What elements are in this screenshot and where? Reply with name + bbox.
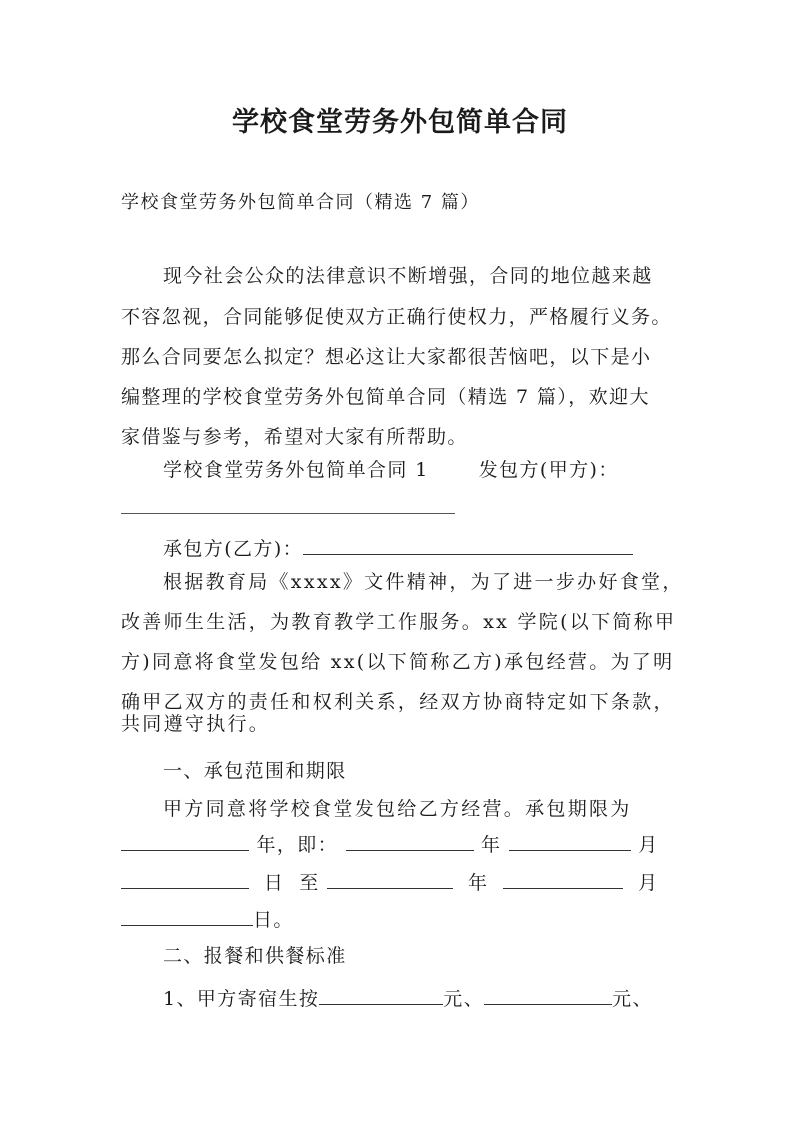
start-year-blank (121, 832, 249, 851)
fee-blank-1 (319, 986, 443, 1005)
end-year-blank (327, 870, 453, 889)
intro-line: 家借鉴与参考，希望对大家有所帮助。 (121, 426, 468, 448)
contract-heading-line (163, 458, 723, 482)
preamble-line: 改善师生生活，为教育教学工作服务。xx 学院(以下简称甲 (121, 611, 677, 633)
preamble-line: 共同遵守执行。 (121, 713, 271, 735)
preamble-line: 方)同意将食堂发包给 xx(以下简称乙方)承包经营。为了明 (121, 651, 675, 673)
end-day-blank (121, 907, 253, 926)
fee-blank-2 (484, 986, 612, 1005)
end-month-blank (503, 870, 623, 889)
party-a-blank (121, 513, 455, 514)
section1-heading: 一、承包范围和期限 (163, 760, 347, 782)
start-month-blank (346, 832, 474, 851)
start-day-blank (509, 832, 631, 851)
party-b-label: 承包方(乙方)： (163, 538, 304, 560)
party-b-line (163, 536, 723, 561)
document-title: 学校食堂劳务外包简单合同 (232, 107, 568, 138)
preamble-line: 确甲乙双方的责任和权利关系，经双方协商特定如下条款， (121, 691, 675, 713)
intro-line: 现今社会公众的法律意识不断增强，合同的地位越来越 (163, 265, 653, 287)
section2-item1: 1、甲方寄宿生按 元、 元、 (163, 988, 653, 1010)
contract-heading: 学校食堂劳务外包简单合同 1 (163, 459, 429, 481)
section1-line: 甲方同意将学校食堂发包给乙方经营。承包期限为 (163, 798, 632, 820)
section2-heading: 二、报餐和供餐标准 (163, 945, 347, 967)
party-a-label: 发包方(甲方)： (478, 459, 619, 481)
intro-line: 编整理的学校食堂劳务外包简单合同（精选 7 篇），欢迎大 (121, 386, 650, 408)
intro-line: 那么合同要怎么拟定？想必这让大家都很苦恼吧，以下是小 (121, 346, 652, 368)
preamble-line: 根据教育局《xxxx》文件精神，为了进一步办好食堂， (163, 571, 684, 593)
term-dates-line-3: 日。 (121, 907, 681, 932)
term-dates-line-1: 年，即： 年 月 (121, 832, 681, 857)
term-dates-line-2: 日 至 年 月 (121, 870, 681, 895)
document-subtitle: 学校食堂劳务外包简单合同（精选 7 篇） (121, 192, 480, 213)
party-b-blank (303, 536, 633, 555)
start-day-value-blank (121, 870, 249, 889)
intro-line: 不容忽视，合同能够促使双方正确行使权力，严格履行义务。 (121, 306, 672, 328)
